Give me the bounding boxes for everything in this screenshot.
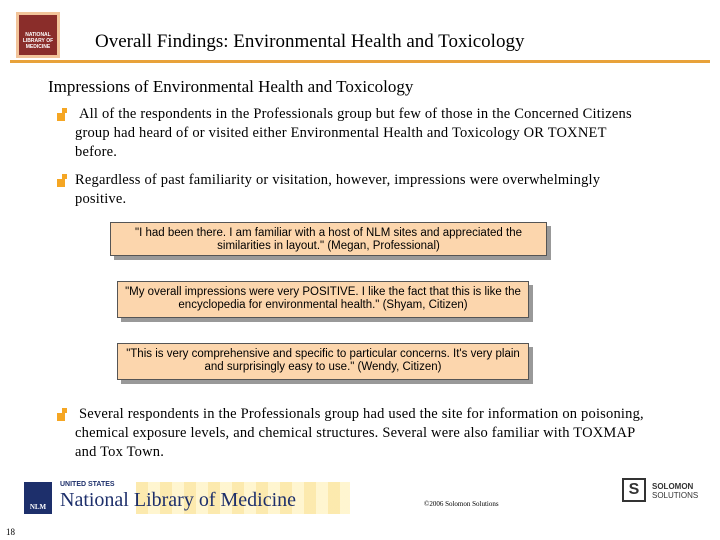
quote-box: "This is very comprehensive and specific to particular concerns. It's very plain and surprisingly easy to use." (Wendy, Citizen) xyxy=(117,343,529,380)
bullet-item: All of the respondents in the Professionals group but few of those in the Concerned Citizens group had heard of or visited either Environmental Health and Toxicology OR TOXNET before. xyxy=(57,105,647,162)
nlm-logo: NATIONAL LIBRARY OF MEDICINE xyxy=(16,12,60,58)
copyright: ©2006 Solomon Solutions xyxy=(424,500,499,508)
quote-box: "I had been there. I am familiar with a host of NLM sites and appreciated the similarities in layout." (Megan, Professional) xyxy=(110,222,547,256)
bullet-item: Regardless of past familiarity or visitation, however, impressions were overwhelmingly positive. xyxy=(57,171,647,209)
bullet-icon xyxy=(57,413,65,421)
bullet-item: Several respondents in the Professionals group had used the site for information on poisoning, chemical exposure levels, and chemical structures. Several were also familiar with TOXMAP and Tox Town. xyxy=(57,405,647,462)
page-number: 18 xyxy=(6,527,15,537)
section-heading: Impressions of Environmental Health and Toxicology xyxy=(48,77,414,96)
slide-title: Overall Findings: Environmental Health and Toxicology xyxy=(95,31,525,52)
bullet-icon xyxy=(57,113,65,121)
nlm-footer-logo: NLM UNITED STATES National Library of Medicine xyxy=(24,482,354,514)
title-divider xyxy=(10,60,710,63)
quote-box: "My overall impressions were very POSITIVE. I like the fact that this is like the encyclopedia for environmental health." (Shyam, Citizen) xyxy=(117,281,529,318)
bullet-icon xyxy=(57,179,65,187)
